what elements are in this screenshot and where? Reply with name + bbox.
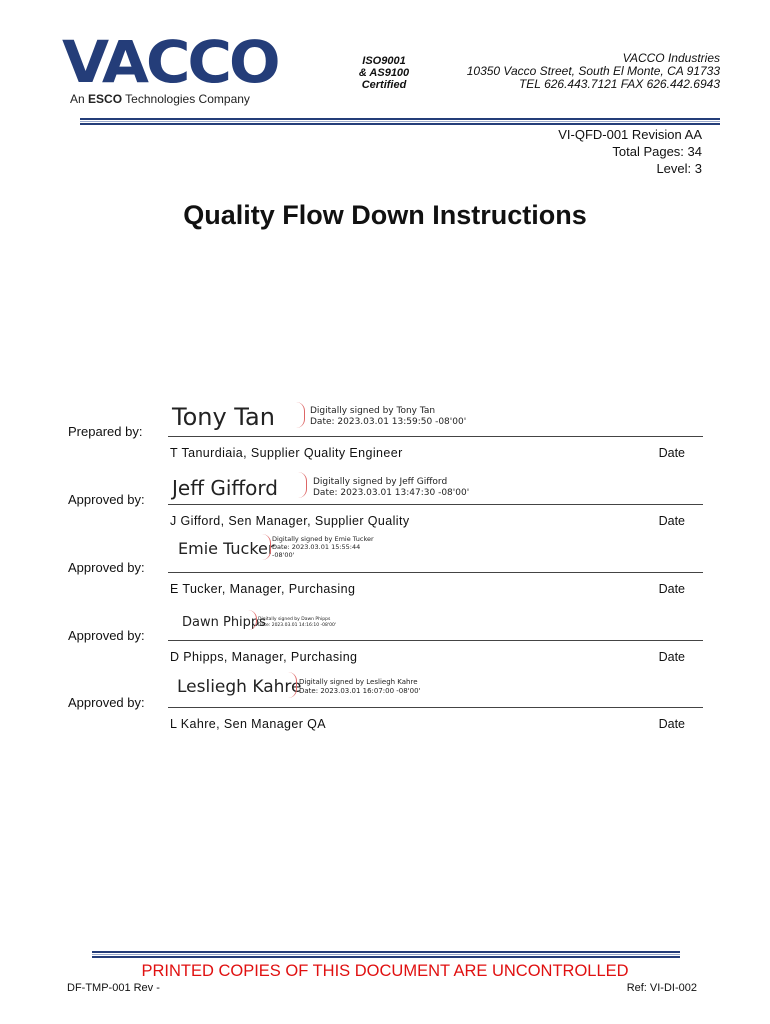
date-label: Date <box>658 717 685 731</box>
signature-mark <box>298 472 307 498</box>
role-label: Approved by: <box>68 628 145 643</box>
signed-date: Date: 2023.03.01 13:59:50 -08'00' <box>310 417 467 428</box>
signature-line <box>168 640 703 641</box>
certification-block <box>345 55 423 91</box>
signed-date-offset: -08'00' <box>272 551 295 560</box>
digital-signature-stamp <box>258 617 336 628</box>
role-label: Approved by: <box>68 492 145 507</box>
digital-signature-stamp <box>299 678 420 696</box>
signature-image: Jeff Gifford <box>172 476 278 500</box>
uncontrolled-warning: PRINTED COPIES OF THIS DOCUMENT ARE UNCONTROLLED <box>141 962 629 980</box>
signature-mark <box>296 402 305 428</box>
date-label: Date <box>658 446 685 460</box>
role-label: Approved by: <box>68 695 145 710</box>
signed-by: Digitally signed by Jeff Gifford <box>313 477 448 487</box>
cert-line: & AS9100 <box>358 67 410 79</box>
role-label: Approved by: <box>68 560 145 575</box>
signed-date: Date: 2023.03.01 14:16:10 -08'00' <box>258 622 337 628</box>
reference-id: Ref: VI-DI-002 <box>626 982 697 994</box>
signature-line <box>168 436 703 437</box>
address-line: 10350 Vacco Street, South El Monte, CA 91733 <box>466 64 720 78</box>
signed-by: Digitally signed by Tony Tan <box>310 406 436 416</box>
total-pages: Total Pages: 34 <box>612 144 702 159</box>
signature-image: Tony Tan <box>172 403 275 431</box>
doc-id: VI-QFD-001 Revision AA <box>558 127 702 142</box>
address-line: TEL 626.443.7121 FAX 626.442.6943 <box>518 77 720 91</box>
company-logo: VACCO <box>62 28 278 96</box>
signed-by: Digitally signed by Emie Tucker <box>272 535 374 543</box>
document-info <box>558 126 702 177</box>
signature-image: Dawn Phipps <box>182 615 266 630</box>
form-id: DF-TMP-001 Rev - <box>67 982 160 994</box>
date-label: Date <box>658 582 685 596</box>
signed-date: Date: 2023.03.01 15:55:44 <box>272 543 361 552</box>
doc-level: Level: 3 <box>656 161 702 176</box>
signature-image: Emie Tucker <box>178 539 275 558</box>
signed-date: Date: 2023.03.01 13:47:30 -08'00' <box>313 488 470 499</box>
signer-name-title: E Tucker, Manager, Purchasing <box>170 582 356 596</box>
signed-date: Date: 2023.03.01 16:07:00 -08'00' <box>299 686 421 695</box>
date-label: Date <box>658 514 685 528</box>
digital-signature-stamp <box>310 406 466 429</box>
signer-name-title: L Kahre, Sen Manager QA <box>170 717 327 731</box>
signer-name-title: D Phipps, Manager, Purchasing <box>170 650 358 664</box>
company-tagline <box>70 92 250 106</box>
signer-name-title: T Tanurdiaia, Supplier Quality Engineer <box>170 446 403 460</box>
digital-signature-stamp <box>313 477 469 500</box>
address-line: VACCO Industries <box>622 51 720 65</box>
signature-line <box>168 572 703 573</box>
header-divider <box>80 118 720 125</box>
signed-by: Digitally signed by Lesliegh Kahre <box>299 678 418 686</box>
digital-signature-stamp <box>272 535 374 559</box>
signer-name-title: J Gifford, Sen Manager, Supplier Quality <box>170 514 410 528</box>
tagline-brand: ESCO <box>88 92 123 106</box>
signed-by: Digitally signed by Dawn Phipps <box>258 617 331 622</box>
role-label: Prepared by: <box>68 424 143 439</box>
tagline-suffix: Technologies Company <box>125 92 250 106</box>
tagline-prefix: An <box>70 92 85 106</box>
page-title: Quality Flow Down Instructions <box>183 200 587 230</box>
cert-line: Certified <box>361 79 407 91</box>
company-address <box>467 52 720 91</box>
signature-image: Lesliegh Kahre <box>177 677 302 697</box>
signature-line <box>168 707 703 708</box>
date-label: Date <box>658 650 685 664</box>
signature-line <box>168 504 703 505</box>
footer-divider <box>92 951 680 958</box>
cert-line: ISO9001 <box>362 55 406 67</box>
